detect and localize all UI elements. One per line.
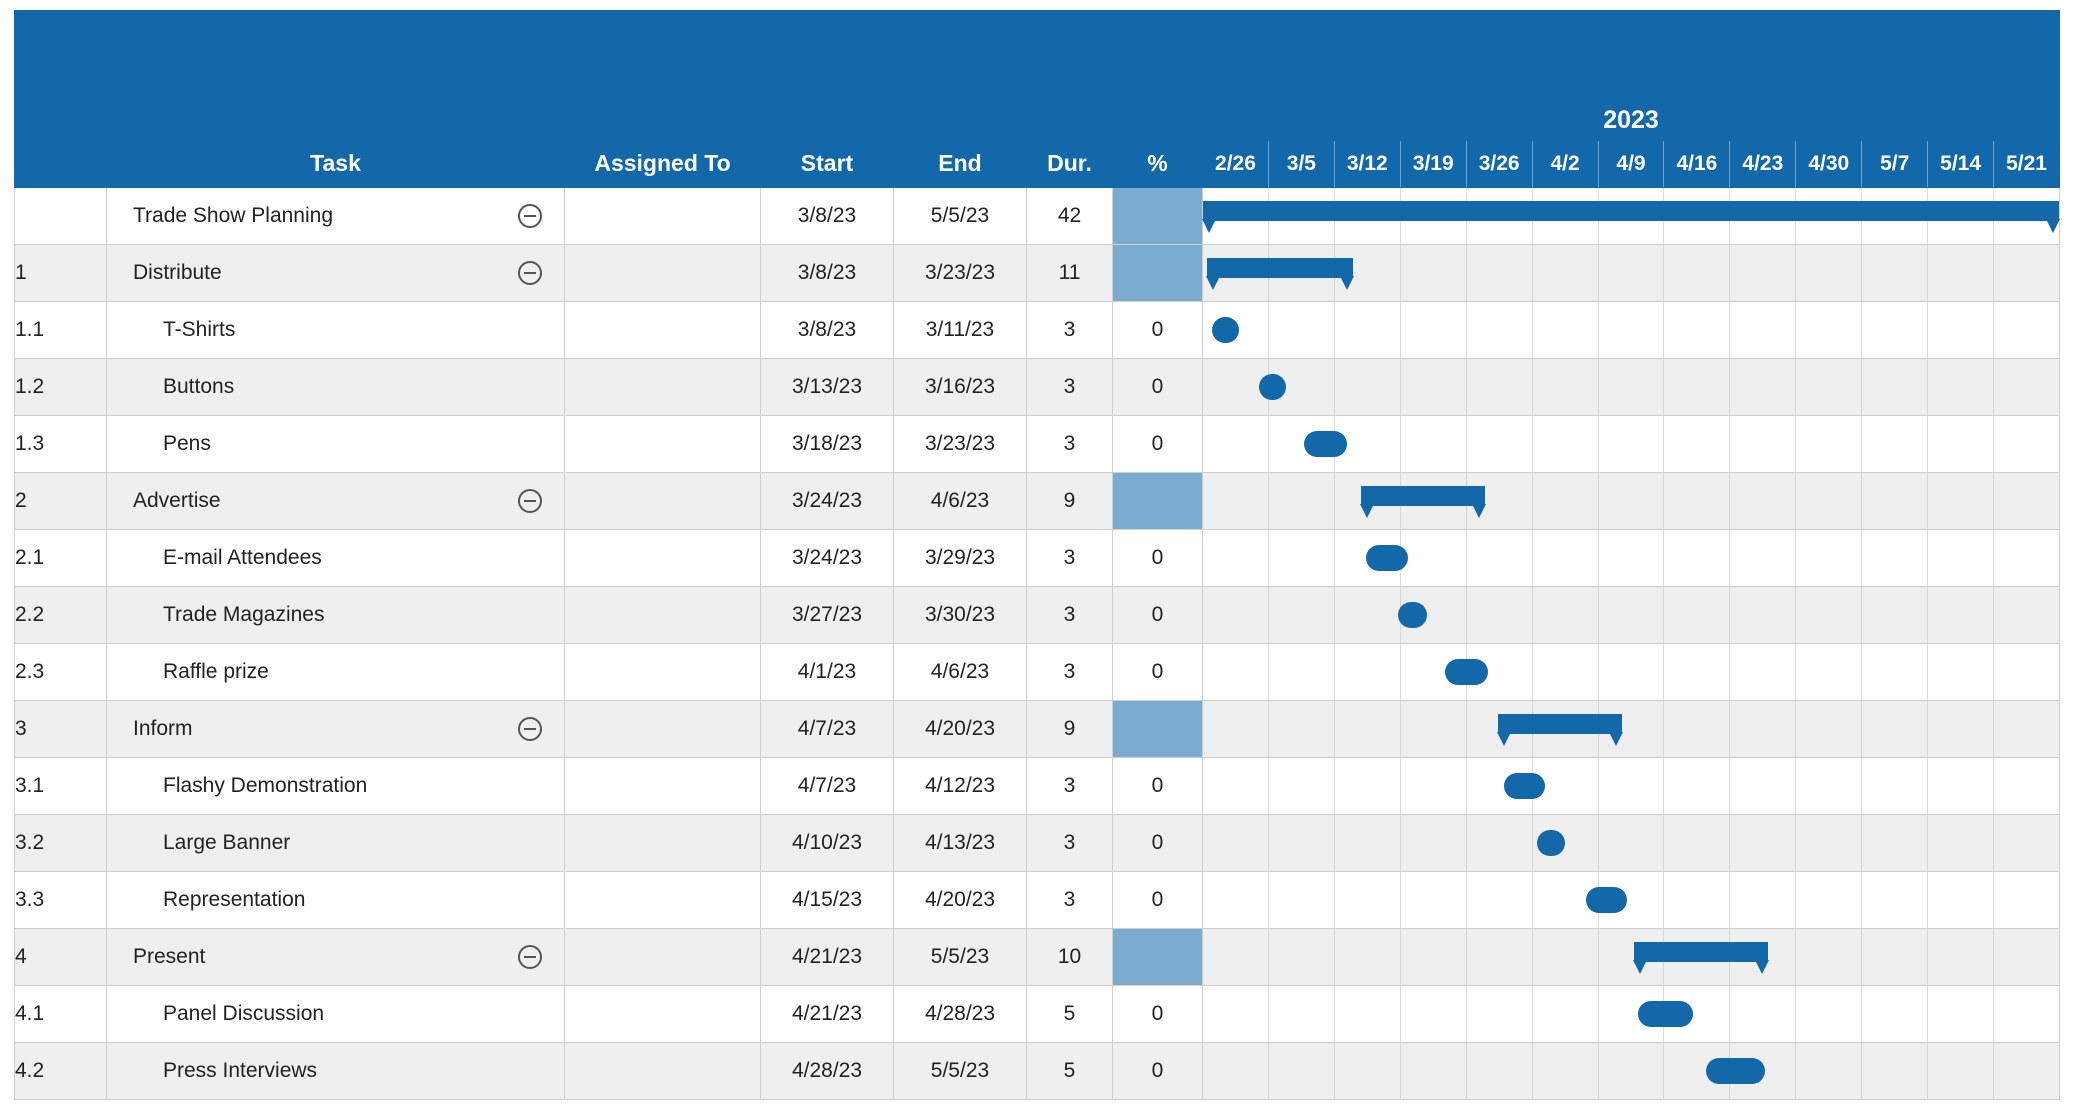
- cell-end[interactable]: 4/13/23: [894, 815, 1027, 872]
- timeline-bars: [1203, 701, 2059, 757]
- cell-end[interactable]: 3/30/23: [894, 587, 1027, 644]
- timeline-tick-row: [1203, 141, 2059, 187]
- cell-assigned-to[interactable]: [565, 302, 761, 359]
- timeline-bars: [1203, 644, 2059, 700]
- cell-start[interactable]: 3/18/23: [761, 416, 894, 473]
- cell-assigned-to[interactable]: [565, 644, 761, 701]
- cell-start[interactable]: 3/8/23: [761, 245, 894, 302]
- summary-bar[interactable]: [1498, 714, 1622, 734]
- timeline-tick: 2/26: [1215, 152, 1256, 175]
- cell-timeline[interactable]: [1203, 302, 2060, 359]
- collapse-minus-icon[interactable]: [518, 204, 542, 228]
- cell-percent[interactable]: 0: [1113, 1043, 1203, 1100]
- cell-timeline[interactable]: [1203, 758, 2060, 815]
- cell-duration[interactable]: 3: [1027, 416, 1113, 473]
- timeline-tick: 5/7: [1861, 141, 1927, 187]
- column-header-end[interactable]: End: [894, 11, 1027, 188]
- task-name: Press Interviews: [163, 1059, 318, 1082]
- cell-duration[interactable]: 42: [1027, 188, 1113, 245]
- cell-duration[interactable]: 3: [1027, 644, 1113, 701]
- timeline-year-label: 2023: [1603, 106, 1659, 134]
- task-bar[interactable]: [1398, 602, 1427, 628]
- cell-start[interactable]: 3/8/23: [761, 302, 894, 359]
- cell-assigned-to[interactable]: [565, 986, 761, 1043]
- timeline-tick: 5/14: [1927, 141, 1993, 187]
- collapse-minus-icon[interactable]: [518, 717, 542, 741]
- cell-wbs: 3.2: [15, 815, 107, 872]
- cell-timeline[interactable]: [1203, 359, 2060, 416]
- cell-assigned-to[interactable]: [565, 473, 761, 530]
- cell-percent[interactable]: 0: [1113, 587, 1203, 644]
- cell-timeline[interactable]: [1203, 701, 2060, 758]
- timeline-bars: [1203, 758, 2059, 814]
- task-name: Buttons: [163, 375, 235, 398]
- cell-task[interactable]: [107, 587, 565, 644]
- cell-start[interactable]: 4/15/23: [761, 872, 894, 929]
- cell-timeline[interactable]: [1203, 1043, 2060, 1100]
- timeline-tick: 3/12: [1334, 141, 1400, 187]
- task-bar[interactable]: [1366, 545, 1409, 571]
- timeline-tick: 3/5: [1268, 141, 1334, 187]
- table-header-row: [15, 11, 2060, 188]
- summary-bar[interactable]: [1203, 201, 2059, 221]
- cell-start[interactable]: 3/24/23: [761, 530, 894, 587]
- cell-timeline[interactable]: [1203, 587, 2060, 644]
- cell-percent[interactable]: [1113, 929, 1203, 986]
- cell-task[interactable]: [107, 644, 565, 701]
- cell-end[interactable]: 3/11/23: [894, 302, 1027, 359]
- cell-percent[interactable]: 0: [1113, 530, 1203, 587]
- cell-percent[interactable]: 0: [1113, 644, 1203, 701]
- timeline-header: [1203, 11, 2060, 188]
- task-bar[interactable]: [1706, 1058, 1765, 1084]
- cell-duration[interactable]: 3: [1027, 758, 1113, 815]
- timeline-bars: [1203, 359, 2059, 415]
- cell-timeline[interactable]: [1203, 245, 2060, 302]
- timeline-tick: 5/21: [1993, 141, 2059, 187]
- cell-end[interactable]: 3/23/23: [894, 416, 1027, 473]
- cell-wbs: 2.3: [15, 644, 107, 701]
- table-row[interactable]: [15, 530, 2060, 587]
- timeline-tick: 3/26: [1466, 141, 1532, 187]
- task-name: Inform: [133, 717, 193, 740]
- cell-task[interactable]: [107, 758, 565, 815]
- cell-start[interactable]: 4/7/23: [761, 758, 894, 815]
- timeline-bars: [1203, 473, 2059, 529]
- cell-start[interactable]: 3/8/23: [761, 188, 894, 245]
- cell-end[interactable]: 5/5/23: [894, 188, 1027, 245]
- cell-end[interactable]: 4/6/23: [894, 644, 1027, 701]
- cell-percent[interactable]: [1113, 701, 1203, 758]
- task-bar[interactable]: [1537, 830, 1565, 856]
- cell-percent[interactable]: 0: [1113, 359, 1203, 416]
- cell-assigned-to[interactable]: [565, 188, 761, 245]
- table-row[interactable]: [15, 1043, 2060, 1100]
- cell-end[interactable]: 4/20/23: [894, 701, 1027, 758]
- cell-task[interactable]: [107, 701, 565, 758]
- timeline-bars: [1203, 416, 2059, 472]
- cell-start[interactable]: 4/28/23: [761, 1043, 894, 1100]
- cell-end[interactable]: 4/20/23: [894, 872, 1027, 929]
- cell-assigned-to[interactable]: [565, 815, 761, 872]
- table-row[interactable]: [15, 302, 2060, 359]
- timeline-bars: [1203, 530, 2059, 586]
- timeline-tick: 4/23: [1729, 141, 1795, 187]
- timeline-bars: [1203, 245, 2059, 301]
- cell-assigned-to[interactable]: [565, 929, 761, 986]
- summary-bar[interactable]: [1361, 486, 1485, 506]
- task-name: Raffle prize: [163, 660, 269, 683]
- cell-timeline[interactable]: [1203, 416, 2060, 473]
- timeline-tick: 4/16: [1663, 141, 1729, 187]
- cell-wbs: 2: [15, 473, 107, 530]
- cell-wbs: 4: [15, 929, 107, 986]
- table-row[interactable]: [15, 929, 2060, 986]
- table-row[interactable]: [15, 758, 2060, 815]
- cell-timeline[interactable]: [1203, 872, 2060, 929]
- cell-timeline[interactable]: [1203, 986, 2060, 1043]
- task-name: Present: [133, 945, 206, 968]
- column-header-duration[interactable]: Dur.: [1027, 11, 1113, 188]
- cell-start[interactable]: 4/1/23: [761, 644, 894, 701]
- cell-task[interactable]: [107, 929, 565, 986]
- cell-start[interactable]: 4/10/23: [761, 815, 894, 872]
- cell-end[interactable]: 3/16/23: [894, 359, 1027, 416]
- cell-percent[interactable]: 0: [1113, 416, 1203, 473]
- table-row[interactable]: [15, 587, 2060, 644]
- cell-timeline[interactable]: [1203, 644, 2060, 701]
- cell-end[interactable]: 5/5/23: [894, 929, 1027, 986]
- cell-duration[interactable]: 5: [1027, 1043, 1113, 1100]
- cell-duration[interactable]: 3: [1027, 872, 1113, 929]
- column-header-assigned-to[interactable]: Assigned To: [565, 11, 761, 188]
- cell-assigned-to[interactable]: [565, 758, 761, 815]
- task-name: Trade Show Planning: [133, 204, 334, 227]
- table-body: [15, 188, 2060, 1100]
- summary-bar[interactable]: [1207, 258, 1353, 278]
- task-name: Large Banner: [163, 831, 291, 854]
- timeline-bars: [1203, 986, 2059, 1042]
- task-bar[interactable]: [1586, 887, 1627, 913]
- collapse-minus-icon[interactable]: [518, 945, 542, 969]
- cell-wbs: 1.1: [15, 302, 107, 359]
- task-name: Representation: [163, 888, 306, 911]
- cell-task[interactable]: [107, 986, 565, 1043]
- cell-duration[interactable]: 3: [1027, 359, 1113, 416]
- task-bar[interactable]: [1304, 431, 1347, 457]
- cell-percent[interactable]: 0: [1113, 815, 1203, 872]
- cell-duration[interactable]: 3: [1027, 587, 1113, 644]
- cell-task[interactable]: [107, 416, 565, 473]
- cell-percent[interactable]: 0: [1113, 986, 1203, 1043]
- cell-start[interactable]: 4/21/23: [761, 929, 894, 986]
- cell-wbs: 2.2: [15, 587, 107, 644]
- cell-percent[interactable]: [1113, 473, 1203, 530]
- cell-duration[interactable]: 9: [1027, 701, 1113, 758]
- cell-assigned-to[interactable]: [565, 416, 761, 473]
- timeline-tick: 3/19: [1400, 141, 1466, 187]
- collapse-minus-icon[interactable]: [518, 489, 542, 513]
- task-name: Advertise: [133, 489, 221, 512]
- cell-end[interactable]: 5/5/23: [894, 1043, 1027, 1100]
- cell-timeline[interactable]: [1203, 815, 2060, 872]
- cell-wbs: 1: [15, 245, 107, 302]
- table-row[interactable]: [15, 188, 2060, 245]
- cell-end[interactable]: 4/28/23: [894, 986, 1027, 1043]
- cell-task[interactable]: [107, 872, 565, 929]
- cell-assigned-to[interactable]: [565, 701, 761, 758]
- cell-wbs: [15, 188, 107, 245]
- cell-end[interactable]: 3/29/23: [894, 530, 1027, 587]
- task-bar[interactable]: [1259, 374, 1286, 400]
- task-bar[interactable]: [1212, 317, 1239, 343]
- cell-task[interactable]: [107, 530, 565, 587]
- cell-percent[interactable]: 0: [1113, 758, 1203, 815]
- column-header-percent[interactable]: %: [1113, 11, 1203, 188]
- task-name: Flashy Demonstration: [163, 774, 368, 797]
- cell-task[interactable]: [107, 245, 565, 302]
- cell-end[interactable]: 3/23/23: [894, 245, 1027, 302]
- cell-task[interactable]: [107, 188, 565, 245]
- cell-assigned-to[interactable]: [565, 245, 761, 302]
- timeline-bars: [1203, 815, 2059, 871]
- table-row[interactable]: [15, 701, 2060, 758]
- cell-timeline[interactable]: [1203, 473, 2060, 530]
- timeline-bars: [1203, 872, 2059, 928]
- timeline-bars: [1203, 587, 2059, 643]
- cell-assigned-to[interactable]: [565, 872, 761, 929]
- cell-duration[interactable]: 3: [1027, 530, 1113, 587]
- cell-duration[interactable]: 10: [1027, 929, 1113, 986]
- cell-wbs: 3.3: [15, 872, 107, 929]
- cell-duration[interactable]: 3: [1027, 302, 1113, 359]
- timeline-tick: 4/9: [1598, 141, 1664, 187]
- cell-start[interactable]: 4/7/23: [761, 701, 894, 758]
- cell-wbs: 2.1: [15, 530, 107, 587]
- cell-timeline[interactable]: [1203, 188, 2060, 245]
- task-name: Trade Magazines: [163, 603, 325, 626]
- cell-assigned-to[interactable]: [565, 587, 761, 644]
- task-name: E-mail Attendees: [163, 546, 322, 569]
- cell-duration[interactable]: 9: [1027, 473, 1113, 530]
- task-name: T-Shirts: [163, 318, 236, 341]
- cell-duration[interactable]: 3: [1027, 815, 1113, 872]
- column-header-task[interactable]: Task: [107, 11, 565, 188]
- task-name: Pens: [163, 432, 211, 455]
- cell-wbs: 4.1: [15, 986, 107, 1043]
- cell-wbs: 3: [15, 701, 107, 758]
- table-row[interactable]: [15, 359, 2060, 416]
- table-row[interactable]: [15, 245, 2060, 302]
- cell-wbs: 1.2: [15, 359, 107, 416]
- cell-assigned-to[interactable]: [565, 359, 761, 416]
- task-bar[interactable]: [1638, 1001, 1693, 1027]
- task-name: Panel Discussion: [163, 1002, 325, 1025]
- column-header-start[interactable]: Start: [761, 11, 894, 188]
- cell-task[interactable]: [107, 815, 565, 872]
- cell-end[interactable]: 4/12/23: [894, 758, 1027, 815]
- cell-assigned-to[interactable]: [565, 1043, 761, 1100]
- table-row[interactable]: [15, 473, 2060, 530]
- table-row[interactable]: [15, 644, 2060, 701]
- timeline-bars: [1203, 302, 2059, 358]
- timeline-bars: [1203, 1043, 2059, 1099]
- summary-bar[interactable]: [1634, 942, 1768, 962]
- cell-task[interactable]: [107, 302, 565, 359]
- cell-end[interactable]: 4/6/23: [894, 473, 1027, 530]
- timeline-bars: [1203, 929, 2059, 985]
- cell-start[interactable]: 3/27/23: [761, 587, 894, 644]
- cell-duration[interactable]: 5: [1027, 986, 1113, 1043]
- table-row[interactable]: [15, 872, 2060, 929]
- cell-duration[interactable]: 11: [1027, 245, 1113, 302]
- gantt-table: [14, 10, 2060, 1100]
- timeline-tick: 4/2: [1532, 141, 1598, 187]
- cell-timeline[interactable]: [1203, 530, 2060, 587]
- cell-wbs: 4.2: [15, 1043, 107, 1100]
- timeline-bars: [1203, 188, 2059, 244]
- cell-start[interactable]: 3/13/23: [761, 359, 894, 416]
- cell-task[interactable]: [107, 473, 565, 530]
- column-header-wbs[interactable]: [15, 11, 107, 188]
- cell-percent[interactable]: [1113, 188, 1203, 245]
- collapse-minus-icon[interactable]: [518, 261, 542, 285]
- table-row[interactable]: [15, 815, 2060, 872]
- task-bar[interactable]: [1445, 659, 1488, 685]
- timeline-tick: 4/30: [1795, 141, 1861, 187]
- cell-task[interactable]: [107, 1043, 565, 1100]
- cell-wbs: 3.1: [15, 758, 107, 815]
- table-row[interactable]: [15, 416, 2060, 473]
- table-row[interactable]: [15, 986, 2060, 1043]
- cell-timeline[interactable]: [1203, 929, 2060, 986]
- cell-percent[interactable]: 0: [1113, 302, 1203, 359]
- cell-percent[interactable]: [1113, 245, 1203, 302]
- task-bar[interactable]: [1504, 773, 1545, 799]
- cell-start[interactable]: 3/24/23: [761, 473, 894, 530]
- task-name: Distribute: [133, 261, 222, 284]
- cell-wbs: 1.3: [15, 416, 107, 473]
- cell-start[interactable]: 4/21/23: [761, 986, 894, 1043]
- cell-task[interactable]: [107, 359, 565, 416]
- cell-assigned-to[interactable]: [565, 530, 761, 587]
- cell-percent[interactable]: 0: [1113, 872, 1203, 929]
